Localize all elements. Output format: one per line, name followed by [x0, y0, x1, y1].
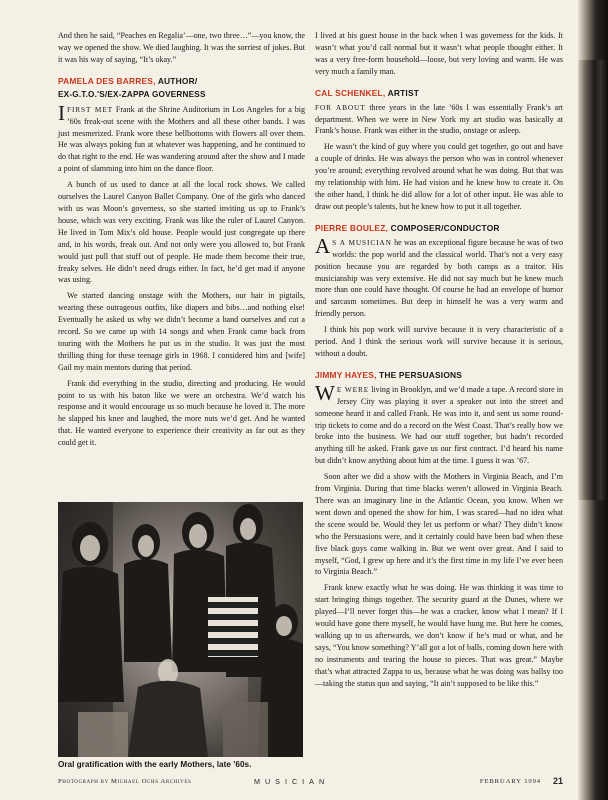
- left-column: [58, 30, 305, 453]
- jimmy-name: JIMMY HAYES,: [315, 369, 377, 380]
- magazine-name: MUSICIAN: [254, 777, 330, 786]
- cal-paragraph-2: He wasn’t the kind of guy where you could get together, go out and have a couple of drinks. He was always the person who was in control whenever you’re around; everything revolved around what he was doing. But that was my relationship with him. He had vision and he knew how to create it. On the other hand, I think he did allow for a lot of other input. He was able to draw out people’s talents, but he knew how to put it all together.: [315, 142, 563, 211]
- page-footer: [58, 778, 563, 788]
- drop-cap: I: [58, 100, 65, 125]
- pierre-role: COMPOSER/CONDUCTOR: [390, 222, 500, 233]
- paragraph-text: he was an exceptional figure because he was of two worlds: the pop world and the classical world. That’s not a very easy position because you are regarded by both camps as a traitor. His musicianship was very extensive. He did not say much but he knew much more than one could have thought. Of course he had an envelope of humor and sarcasm sometimes. But deep in himself he was a very warm and friendly person.: [315, 237, 563, 319]
- pamela-role: AUTHOR/: [157, 75, 198, 86]
- pierre-paragraph-1: [315, 233, 563, 320]
- pamela-paragraph-3: We started dancing onstage with the Mothers, our hair in pigtails, wearing these outrageous outfits, like diapers and bibs…and nothing else! Eventually he asked us why we didn’t become a band ourselves and cut a record. So we came up with 14 songs and when Frank came back from touring with the Mothers he put us in the studio. It was just the most thrilling thing for these teenage girls in 1968. I considered him and [wife] Gail my main mentors during that period.: [58, 291, 305, 372]
- band-photo-illustration: [58, 502, 303, 757]
- pamela-subheading: EX-G.T.O.'S/EX-ZAPPA GOVERNESS: [58, 89, 206, 99]
- lead-in: FOR ABOUT: [315, 102, 366, 112]
- pierre-paragraph-2: I think his pop work will survive because it is very characteristic of a period. And I think the serious work will survive because it is serious, without a doubt.: [315, 325, 563, 358]
- jimmy-paragraph-2: Soon after we did a show with the Mothers in Virginia Beach, and I’m from Virginia. During that time blacks weren’t allowed in Virginia Beach. There was an imaginary line in the Atlantic Ocean, you know. When we went down and opened the show for him, I was scared—had no idea what the scene would be. Would they let us perform or what? They didn’t know who the Persuasions were, and it certainly could have been bad when these five black guys came walking in. But we went over great. And I said to myself, “God, I grew up here and it’s the first time in my life I’ve ever been to Virginia Beach.”: [315, 472, 563, 577]
- pamela-paragraph-1: [58, 100, 305, 175]
- jimmy-heading: [315, 370, 563, 381]
- pamela-paragraph-4: Frank did everything in the studio, directing and producing. He would point to us with his baton like we were an orchestra. We’d watch his response and it would encourage us so much because he loved it. The more he slapped his knee and laughed, the more nuts we’d get. And he wanted that. He wanted everyone to experience their creativity as far out as they could get it.: [58, 378, 305, 448]
- pamela-paragraph-2: A bunch of us used to dance at all the local rock shows. We called ourselves the Laurel Canyon Ballet Company. One of the girls who danced with us was Moon’s governess, so she started inviting us up to Frank’s house, which was very exciting. Frank was like the ruler of Laurel Canyon. He lived in Tom Mix’s old house. People would just congregate up there and, in his words, freak out. And not only were you allowed to, but Frank would just pull that stuff out of people. He made them become their true, freaky selves. He didn’t need drugs either. In fact, he’d get mad if anyone was using.: [58, 180, 305, 285]
- band-photo: [58, 502, 303, 757]
- jimmy-role: THE PERSUASIONS: [379, 369, 463, 380]
- drop-cap: W: [315, 380, 335, 405]
- cal-heading: [315, 88, 563, 99]
- right-column: [315, 30, 563, 694]
- issue-date: FEBRUARY 1994: [479, 778, 541, 785]
- lead-in: S A MUSICIAN: [332, 237, 392, 247]
- page-number: 21: [552, 776, 563, 786]
- drop-cap: A: [315, 233, 331, 258]
- intro-paragraph: I lived at his guest house in the back when I was governess for the kids. It wasn’t what you’d call normal but it wasn’t what people thought either. It was a very free-form household—loose, but very loving and warm. He was very much a family man.: [315, 31, 563, 76]
- adjacent-photo-edge-dark: [578, 60, 608, 500]
- intro-paragraph: And then he said, “Peaches en Regalia’—one, two three…”—you know, the way we opened the show. We died laughing. It was the sorriest of jokes. But it was his way of saying, “It’s okay.”: [58, 31, 305, 64]
- cal-name: CAL SCHENKEL,: [315, 87, 386, 98]
- pamela-heading: [58, 76, 305, 87]
- lead-in: FIRST MET: [67, 104, 113, 114]
- pierre-name: PIERRE BOULEZ,: [315, 222, 389, 233]
- cal-paragraph-1: [315, 102, 563, 138]
- jimmy-paragraph-3: Frank knew exactly what he was doing. He was thinking it was time to start bringing things together. The security guard at the Dunes, where we played—I’ll never forget this—he was a cracker, know what I mean? If I would have gone there myself, he would have hung me. But here he comes, walking up to us afterwards, we don’t know if he’s mad or what, and he says, “You know something? Y’all got a lot of balls, coming down here with no instruments and tearing the house to pieces. That was great.” Maybe that’s what attracted Zappa to us, because what he was doing was ballsy too—taking the status quo and saying, “It ain’t supposed to be like this.”: [315, 583, 563, 688]
- lead-in: E WERE: [336, 384, 370, 394]
- paragraph-text: three years in the late ’60s I was essentially Frank’s art department. When we were in New York my art studio was basically at Frank’s house. Frank was either in the studio, onstage or asleep.: [315, 102, 564, 136]
- cal-role: ARTIST: [387, 87, 420, 98]
- jimmy-paragraph-1: [315, 380, 563, 467]
- photo-caption: Oral gratification with the early Mothers, late ’60s.: [58, 760, 252, 769]
- paragraph-text: living in Brooklyn, and we’d made a tape. A record store in Jersey City was playing it over a speaker out into the street and someone heard it and called Frank. He was into it, and sent us some round-trip tickets to come and do a record on the West Coast. That’s really how we broke into the business. We had our stuff together, but hadn’t recorded anything till he asked. Frank gave us our first contract. I’d heard his name but didn’t know anything about him at the time. I guess it was ’67.: [315, 384, 563, 466]
- photo-credit: Photograph by Michael Ochs Archives: [58, 778, 192, 785]
- pierre-heading: [315, 223, 563, 234]
- paragraph-text: Frank at the Shrine Auditorium in Los Angeles for a big ’60s freak-out scene with the Mothers and all these other bands. I was just mesmerized. Frank wore these bellbottoms with flowers all over them. He was always poking fun at whatever was happening, and he continued to do that right to the end. He was wandering around after the show and I made a point of slamming into him on the dance floor.: [58, 104, 305, 174]
- pamela-name: PAMELA DES BARRES,: [58, 75, 156, 86]
